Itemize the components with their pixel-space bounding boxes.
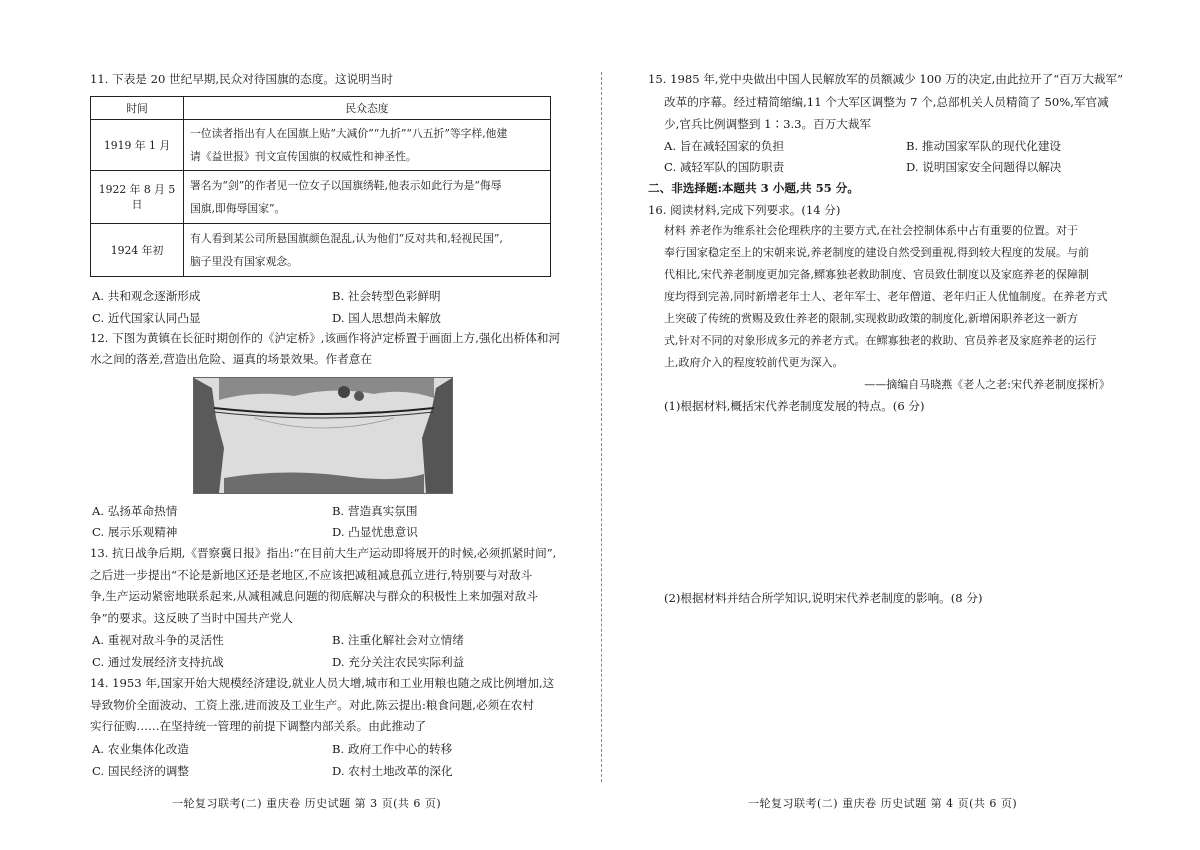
q12-option-b[interactable]: B. 营造真实氛围 [332, 504, 418, 518]
q11-option-b[interactable]: B. 社会转型色彩鲜明 [332, 289, 441, 303]
material-source: ——摘编自马晓燕《老人之老:宋代养老制度探析》 [864, 378, 1110, 391]
table-row [91, 171, 551, 224]
q14-option-a[interactable]: A. 农业集体化改造 [92, 742, 189, 756]
q16-stem: 16. 阅读材料,完成下列要求。(14 分) [648, 203, 841, 217]
q16-material-line: 材料 养老作为维系社会伦理秩序的主要方式,在社会控制体系中占有重要的位置。对于 [664, 224, 1078, 237]
attitude-line: 署名为“剑”的作者见一位女子以国旗绣鞋,他表示如此行为是“侮辱 [190, 179, 502, 192]
right-page-footer: 一轮复习联考(二) 重庆卷 历史试题 第 4 页(共 6 页) [748, 797, 1018, 810]
table-cell-time: 1919 年 1 月 [91, 120, 184, 171]
q14-line: 实行征购……在坚持统一管理的前提下调整内部关系。由此推动了 [90, 719, 427, 733]
q13-option-b[interactable]: B. 注重化解社会对立情绪 [332, 633, 464, 647]
q12-option-c[interactable]: C. 展示乐观精神 [92, 525, 178, 539]
q16-material-line: 上突破了传统的赏赐及致仕养老的限制,实现救助政策的制度化,新增闲职养老这一新方 [664, 312, 1078, 325]
q13-option-a[interactable]: A. 重视对敌斗争的灵活性 [92, 633, 224, 647]
attitude-line: 请《益世报》刊文宣传国旗的权威性和神圣性。 [190, 150, 417, 163]
attitude-line: 国旗,即侮辱国家”。 [190, 202, 286, 215]
section-heading: 二、非选择题:本题共 3 小题,共 55 分。 [648, 181, 859, 195]
q13-line: 13. 抗日战争后期,《晋察冀日报》指出:“在目前大生产运动即将展开的时候,必须抓紧时间”, [90, 546, 557, 560]
q11-option-d[interactable]: D. 国人思想尚未解放 [332, 311, 442, 325]
q13-option-c[interactable]: C. 通过发展经济支持抗战 [92, 655, 224, 669]
q16-subquestion-2: (2)根据材料并结合所学知识,说明宋代养老制度的影响。(8 分) [664, 591, 983, 605]
q16-material-line: 度均得到完善,同时新增老年士人、老年军士、老年僧道、老年归正人优恤制度。在养老方式 [664, 290, 1108, 303]
q15-line: 少,官兵比例调整到 1∶3.3。百万大裁军 [664, 117, 872, 131]
q11-table [90, 96, 551, 277]
q14-option-d[interactable]: D. 农村土地改革的深化 [332, 764, 453, 778]
q15-line: 15. 1985 年,党中央做出中国人民解放军的员额减少 100 万的决定,由此拉开了“百万大裁军” [648, 72, 1124, 86]
q12-option-a[interactable]: A. 弘扬革命热情 [92, 504, 178, 518]
table-header-attitude: 民众态度 [184, 97, 551, 120]
attitude-line: 一位读者指出有人在国旗上贴“大减价”“九折”“八五折”等字样,他建 [190, 127, 508, 140]
q16-material-line: 奉行国家稳定至上的宋朝来说,养老制度的建设自然受到重视,得到较大程度的发展。与前 [664, 246, 1089, 259]
q15-line: 改革的序幕。经过精简缩编,11 个大军区调整为 7 个,总部机关人员精简了 50%,军官减 [664, 95, 1109, 109]
q15-option-c[interactable]: C. 减轻军队的国防职责 [664, 160, 785, 174]
painting-illustration [194, 378, 452, 493]
q14-option-c[interactable]: C. 国民经济的调整 [92, 764, 189, 778]
q14-line: 14. 1953 年,国家开始大规模经济建设,就业人员大增,城市和工业用粮也随之成比例增加,这 [90, 676, 555, 690]
table-cell-time: 1922 年 8 月 5 日 [91, 171, 184, 224]
table-cell-time: 1924 年初 [91, 224, 184, 277]
q13-line: 争,生产运动紧密地联系起来,从减租减息问题的彻底解决与群众的积极性上来加强对敌斗 [90, 589, 538, 603]
table-cell-attitude [184, 224, 551, 277]
q15-option-a[interactable]: A. 旨在减轻国家的负担 [664, 139, 785, 153]
q16-material-line: 式,针对不同的对象形成多元的养老方式。在鳏寡独老的救助、官员养老及家庭养老的运行 [664, 334, 1097, 347]
q11-stem: 11. 下表是 20 世纪早期,民众对待国旗的态度。这说明当时 [90, 72, 393, 86]
q13-option-d[interactable]: D. 充分关注农民实际利益 [332, 655, 465, 669]
luding-bridge-painting [193, 377, 453, 494]
q11-option-a[interactable]: A. 共和观念逐渐形成 [92, 289, 201, 303]
q12-line: 水之间的落差,营造出危险、逼真的场景效果。作者意在 [90, 352, 372, 366]
attitude-line: 有人看到某公司所悬国旗颜色混乱,认为他们“反对共和,轻视民国”, [190, 232, 503, 245]
q14-option-b[interactable]: B. 政府工作中心的转移 [332, 742, 453, 756]
q13-line: 争”的要求。这反映了当时中国共产党人 [90, 611, 294, 625]
table-cell-attitude [184, 171, 551, 224]
table-header-time: 时间 [91, 97, 184, 120]
attitude-line: 脑子里没有国家观念。 [190, 255, 298, 268]
q15-option-b[interactable]: B. 推动国家军队的现代化建设 [906, 139, 1062, 153]
table-row [91, 224, 551, 277]
q14-line: 导致物价全面波动、工资上涨,进而波及工业生产。对此,陈云提出:粮食问题,必须在农村 [90, 698, 534, 712]
q12-option-d[interactable]: D. 凸显忧患意识 [332, 525, 418, 539]
q15-option-d[interactable]: D. 说明国家安全问题得以解决 [906, 160, 1062, 174]
page-divider [601, 72, 602, 782]
q16-material-line: 代相比,宋代养老制度更加完备,鳏寡独老救助制度、官员致仕制度以及家庭养老的保障制 [664, 268, 1089, 281]
q16-subquestion-1: (1)根据材料,概括宋代养老制度发展的特点。(6 分) [664, 399, 925, 413]
table-cell-attitude [184, 120, 551, 171]
q13-line: 之后进一步提出“不论是新地区还是老地区,不应该把减租减息孤立进行,特别要与对敌斗 [90, 568, 533, 582]
left-page-footer: 一轮复习联考(二) 重庆卷 历史试题 第 3 页(共 6 页) [172, 797, 442, 810]
table-row [91, 120, 551, 171]
q12-line: 12. 下图为黄镇在长征时期创作的《泸定桥》,该画作将泸定桥置于画面上方,强化出桥体和河 [90, 331, 561, 345]
q16-material-line: 上,政府介入的程度较前代更为深入。 [664, 356, 844, 369]
q11-option-c[interactable]: C. 近代国家认同凸显 [92, 311, 201, 325]
